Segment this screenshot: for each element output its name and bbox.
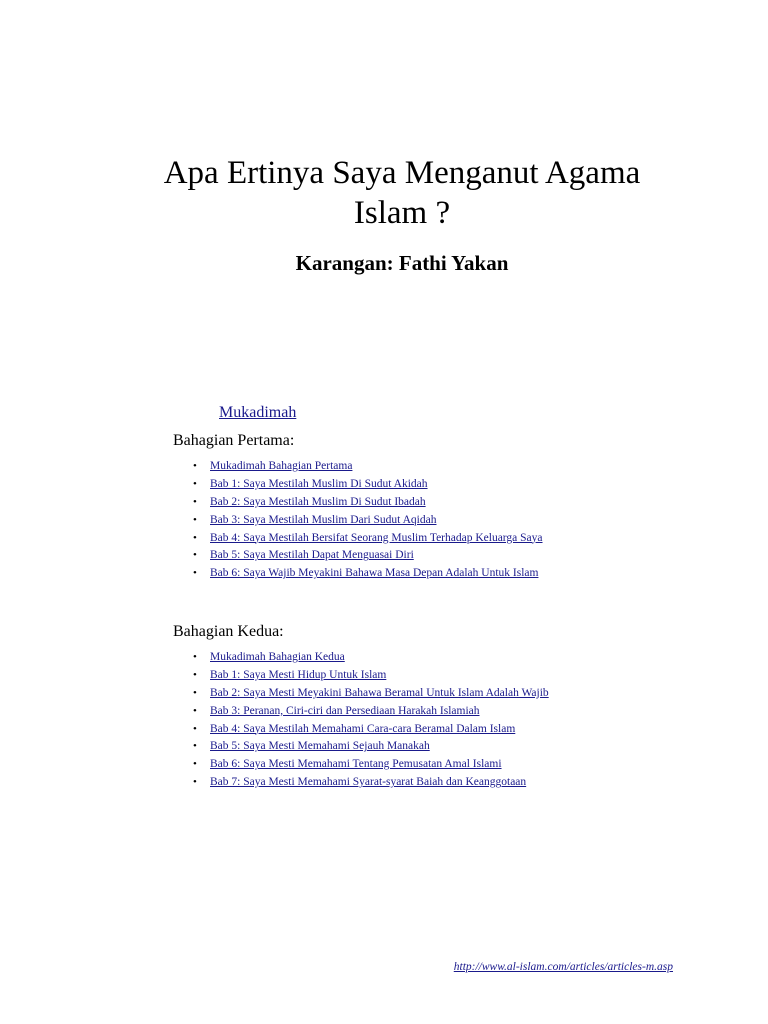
list-item — [193, 476, 543, 494]
bullet-icon: • — [193, 668, 197, 681]
chapter-link[interactable]: Bab 2: Saya Mesti Meyakini Bahawa Beramal Untuk Islam Adalah Wajib — [210, 686, 549, 699]
bullet-icon: • — [193, 513, 197, 526]
list-item — [193, 565, 543, 583]
document-title-line-1: Apa Ertinya Saya Menganut Agama — [163, 155, 641, 191]
list-item — [193, 512, 543, 530]
list-item — [193, 649, 549, 667]
chapter-link[interactable]: Bab 3: Saya Mestilah Muslim Dari Sudut Aqidah — [210, 513, 437, 526]
chapter-link[interactable]: Bab 6: Saya Mesti Memahami Tentang Pemusatan Amal Islami — [210, 758, 502, 771]
chapter-link[interactable]: Bab 5: Saya Mesti Memahami Sejauh Manakah — [210, 740, 430, 753]
bullet-icon: • — [193, 460, 197, 472]
bullet-icon: • — [193, 758, 197, 771]
chapter-link[interactable]: Bab 3: Peranan, Ciri-ciri dan Persediaan Harakah Islamiah — [210, 704, 480, 717]
source-url-link[interactable]: http://www.al-islam.com/articles/articles-m.asp — [453, 961, 673, 973]
chapter-link[interactable]: Bab 4: Saya Mestilah Bersifat Seorang Muslim Terhadap Keluarga Saya — [210, 531, 543, 544]
chapter-link[interactable]: Mukadimah Bahagian Kedua — [210, 651, 345, 663]
document-title-line-2: Islam ? — [353, 195, 451, 231]
list-item — [193, 458, 543, 476]
bullet-icon: • — [193, 740, 197, 753]
list-item — [193, 547, 543, 565]
part-two-heading: Bahagian Kedua: — [173, 623, 284, 640]
bullet-icon: • — [193, 722, 197, 735]
chapter-link[interactable]: Bab 5: Saya Mestilah Dapat Menguasai Diri — [210, 549, 414, 562]
list-item — [193, 530, 543, 548]
bullet-icon: • — [193, 704, 197, 717]
part-one-chapter-list — [193, 458, 543, 583]
bullet-icon: • — [193, 495, 197, 508]
list-item — [193, 667, 549, 685]
chapter-link[interactable]: Mukadimah Bahagian Pertama — [210, 460, 353, 472]
chapter-link[interactable]: Bab 1: Saya Mestilah Muslim Di Sudut Akidah — [210, 477, 428, 490]
bullet-icon: • — [193, 567, 197, 580]
list-item — [193, 721, 549, 739]
chapter-link[interactable]: Bab 6: Saya Wajib Meyakini Bahawa Masa Depan Adalah Untuk Islam — [210, 567, 539, 580]
bullet-icon: • — [193, 549, 197, 562]
chapter-link[interactable]: Bab 1: Saya Mesti Hidup Untuk Islam — [210, 668, 387, 681]
list-item — [193, 685, 549, 703]
chapter-link[interactable]: Bab 7: Saya Mesti Memahami Syarat-syarat Baiah dan Keanggotaan — [210, 776, 527, 789]
bullet-icon: • — [193, 651, 197, 663]
list-item — [193, 774, 549, 792]
bullet-icon: • — [193, 776, 197, 789]
list-item — [193, 756, 549, 774]
list-item — [193, 703, 549, 721]
chapter-link[interactable]: Bab 4: Saya Mestilah Memahami Cara-cara Beramal Dalam Islam — [210, 722, 516, 735]
document-title — [0, 153, 768, 233]
chapter-link[interactable]: Bab 2: Saya Mestilah Muslim Di Sudut Ibadah — [210, 495, 426, 508]
part-one-heading: Bahagian Pertama: — [173, 432, 295, 449]
bullet-icon: • — [193, 477, 197, 490]
part-two-chapter-list — [193, 649, 549, 792]
bullet-icon: • — [193, 686, 197, 699]
list-item — [193, 738, 549, 756]
author-line: Karangan: Fathi Yakan — [295, 251, 509, 275]
list-item — [193, 494, 543, 512]
intro-link[interactable]: Mukadimah — [219, 404, 297, 421]
bullet-icon: • — [193, 531, 197, 544]
